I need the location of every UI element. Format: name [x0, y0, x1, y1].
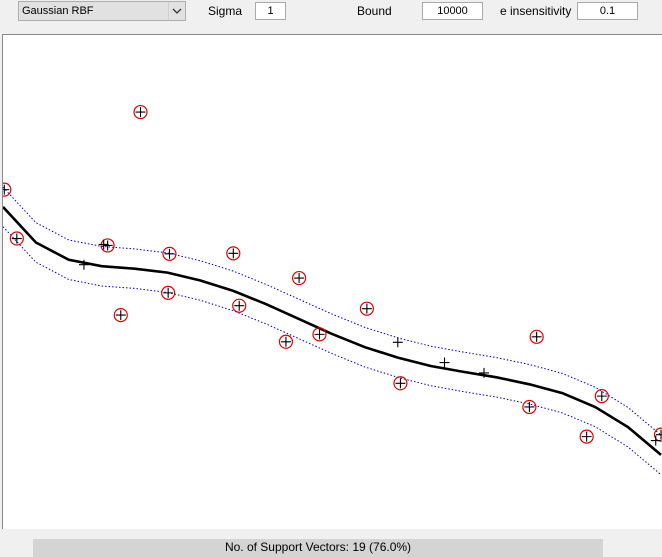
upper-margin-line: [3, 187, 661, 435]
bound-input[interactable]: [422, 2, 483, 20]
kernel-select[interactable]: [18, 1, 186, 21]
data-point: [234, 301, 244, 311]
data-point: [532, 332, 542, 342]
status-bar: [33, 539, 603, 557]
data-point: [12, 234, 22, 244]
chevron-down-glyph: [169, 2, 185, 20]
data-point: [163, 288, 173, 298]
epsilon-label: e insensitivity: [500, 4, 572, 18]
epsilon-input[interactable]: [577, 2, 638, 20]
data-point: [524, 402, 534, 412]
kernel-select-value: Gaussian RBF: [22, 5, 94, 17]
data-point: [651, 436, 661, 446]
data-point: [362, 304, 372, 314]
sigma-label: Sigma: [208, 4, 243, 18]
lower-margin-line: [3, 227, 661, 475]
data-point: [228, 248, 238, 258]
support-vector-count: No. of Support Vectors: 19 (76.0%): [224, 540, 412, 554]
data-point: [294, 273, 304, 283]
data-point: [136, 107, 146, 117]
data-point: [582, 432, 592, 442]
data-point: [440, 358, 450, 368]
data-point: [395, 378, 405, 388]
svr-plot: [3, 35, 662, 529]
plot-area[interactable]: [2, 34, 662, 529]
data-point: [597, 391, 607, 401]
bound-label: Bound: [357, 4, 392, 18]
toolbar: [0, 0, 662, 30]
data-point: [116, 310, 126, 320]
sigma-input[interactable]: [255, 2, 286, 20]
data-point: [164, 249, 174, 259]
data-point: [281, 337, 291, 347]
chevron-down-icon[interactable]: [168, 2, 185, 20]
